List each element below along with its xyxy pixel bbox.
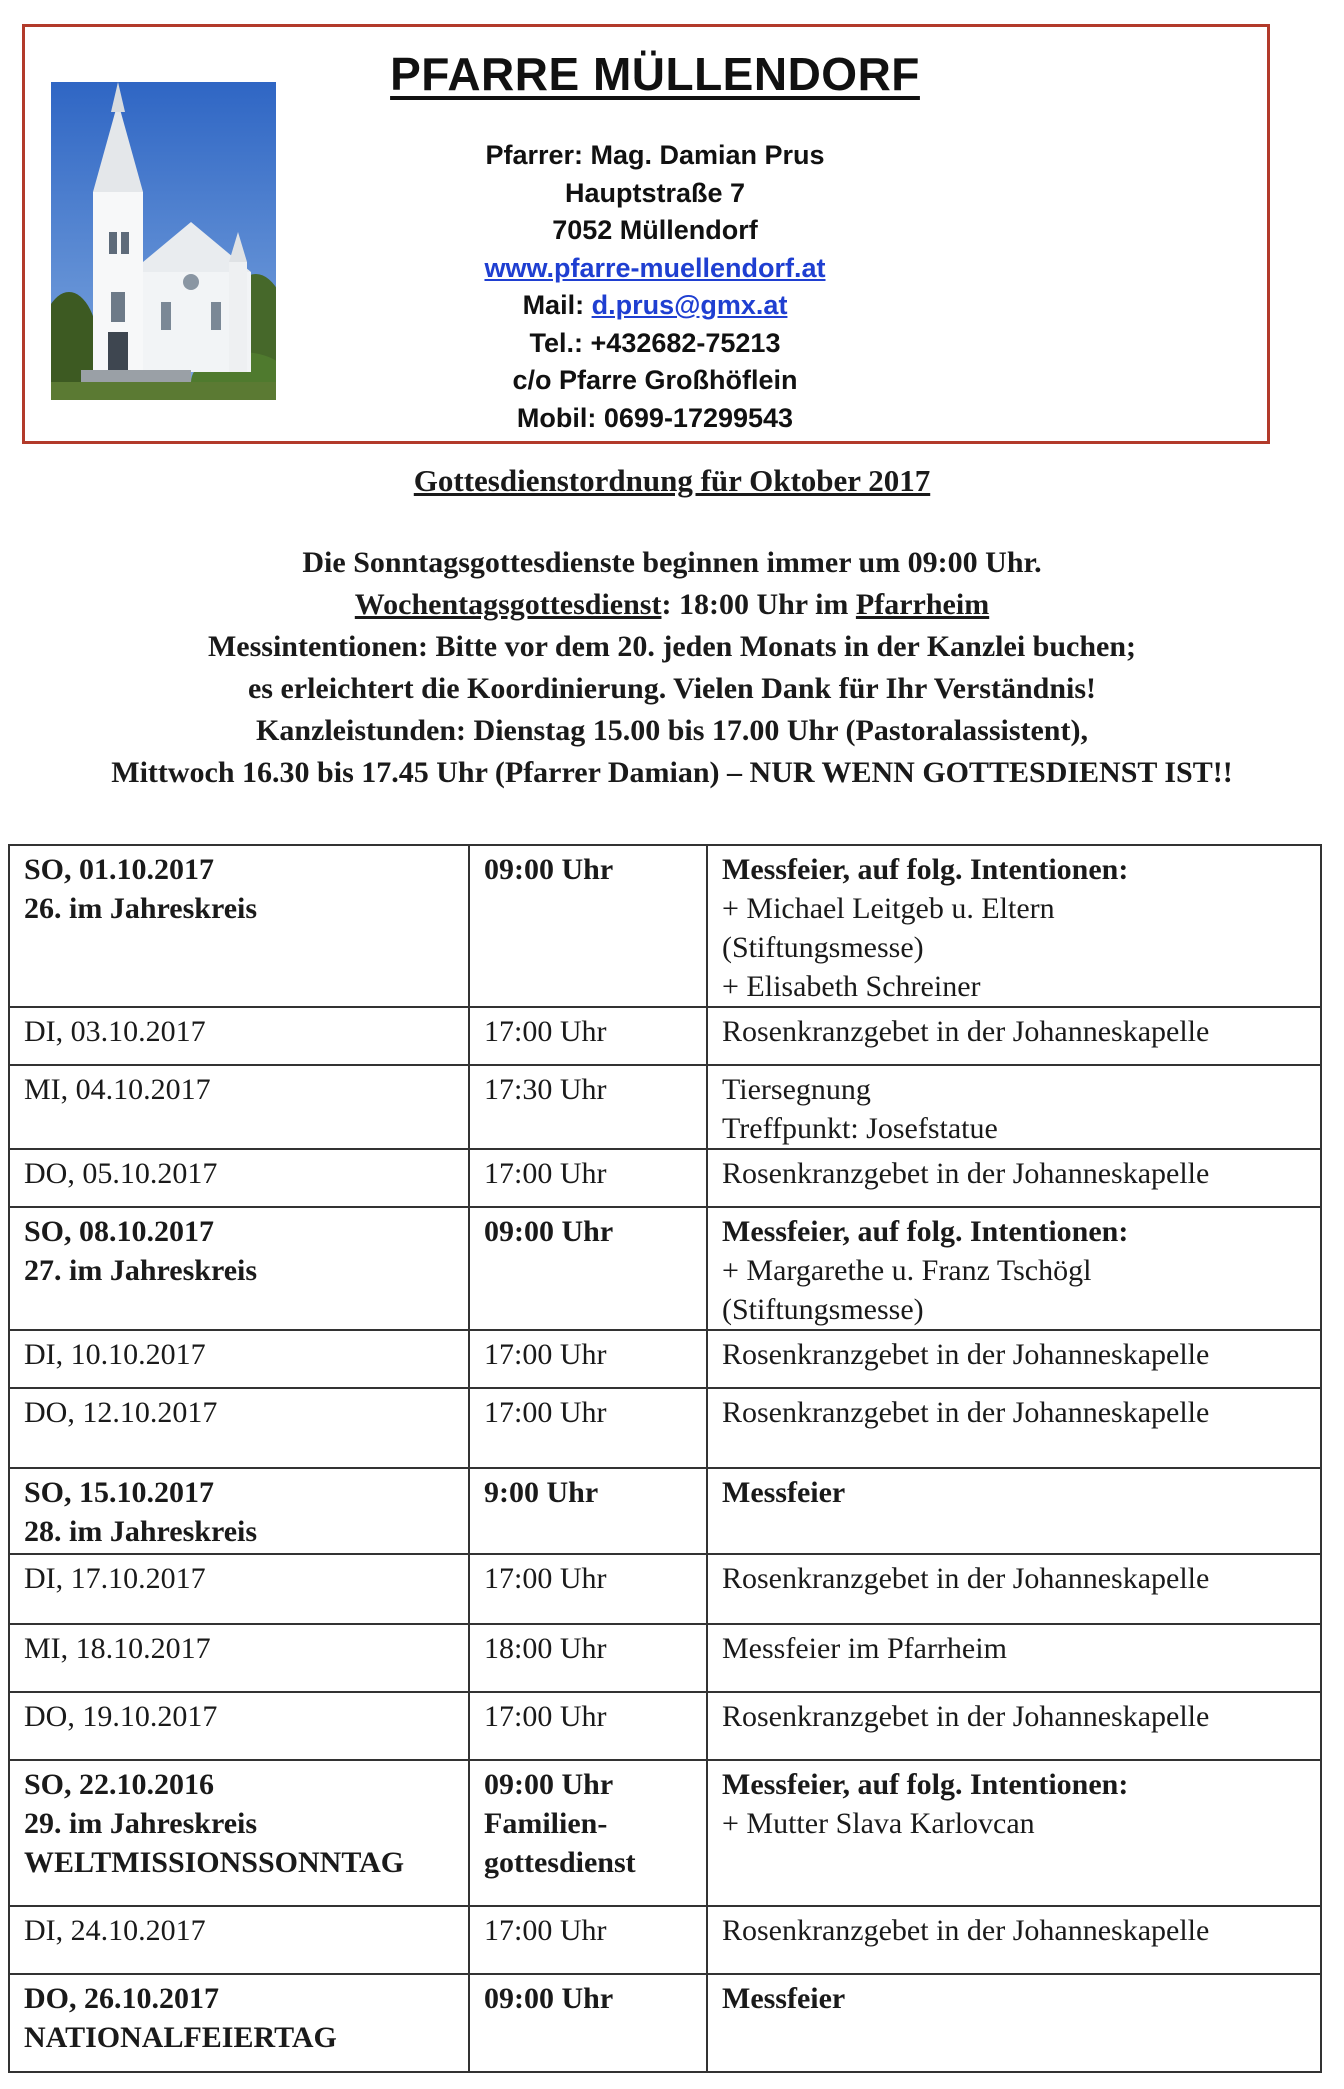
event-cell: Messfeier <box>707 1974 1321 2072</box>
time-cell: 17:00 Uhr <box>469 1330 707 1388</box>
parish-header-box <box>22 24 1270 444</box>
time-cell: 09:00 Uhr Familien- gottesdienst <box>469 1760 707 1906</box>
table-row <box>9 1330 1321 1388</box>
phone-number: Tel.: +432682-75213 <box>529 327 781 358</box>
time-cell: 17:00 Uhr <box>469 1007 707 1065</box>
date-cell: DO, 26.10.2017 NATIONALFEIERTAG <box>9 1974 469 2072</box>
office-hours-line-2: Mittwoch 16.30 bis 17.45 Uhr (Pfarrer Damian) – NUR WENN GOTTESDIENST IST!! <box>111 756 1233 789</box>
street-address: Hauptstraße 7 <box>564 177 746 208</box>
table-row <box>9 1388 1321 1468</box>
table-row <box>9 1760 1321 1906</box>
table-row <box>9 1692 1321 1760</box>
event-cell: Rosenkranzgebet in der Johanneskapelle <box>707 1007 1321 1065</box>
table-row <box>9 1065 1321 1149</box>
mail-link[interactable]: d.prus@gmx.at <box>591 290 788 320</box>
intentions-line-2: es erleichtert die Koordinierung. Vielen Dank für Ihr Verständnis! <box>247 672 1097 705</box>
mail-label: Mail: <box>522 290 592 320</box>
date-cell: MI, 04.10.2017 <box>9 1065 469 1149</box>
date-cell: SO, 22.10.2016 29. im Jahreskreis WELTMISSIONSSONNTAG <box>9 1760 469 1906</box>
weekday-mid: : 18:00 Uhr im <box>661 588 856 621</box>
table-row <box>9 1624 1321 1692</box>
date-cell: DI, 17.10.2017 <box>9 1554 469 1624</box>
website-link[interactable]: www.pfarre-muellendorf.at <box>484 252 826 283</box>
weekday-label: Wochentagsgottesdienst <box>354 588 662 621</box>
time-cell: 17:00 Uhr <box>469 1554 707 1624</box>
event-cell: Rosenkranzgebet in der Johanneskapelle <box>707 1554 1321 1624</box>
event-cell: Messfeier, auf folg. Intentionen: + Margarethe u. Franz Tschögl (Stiftungsmesse) <box>707 1207 1321 1330</box>
event-cell: Messfeier, auf folg. Intentionen: + Michael Leitgeb u. Eltern (Stiftungsmesse) + Elisabeth Schreiner <box>707 845 1321 1007</box>
event-cell: Rosenkranzgebet in der Johanneskapelle <box>707 1388 1321 1468</box>
table-row <box>9 1007 1321 1065</box>
sunday-note: Die Sonntagsgottesdienste beginnen immer um 09:00 Uhr. <box>302 546 1042 579</box>
schedule-table <box>8 844 1322 2073</box>
table-row <box>9 1974 1321 2072</box>
event-cell: Rosenkranzgebet in der Johanneskapelle <box>707 1906 1321 1974</box>
time-cell: 17:00 Uhr <box>469 1692 707 1760</box>
intentions-line-1: Messintentionen: Bitte vor dem 20. jeden Monats in der Kanzlei buchen; <box>207 630 1137 663</box>
event-cell: Rosenkranzgebet in der Johanneskapelle <box>707 1330 1321 1388</box>
event-cell: Rosenkranzgebet in der Johanneskapelle <box>707 1692 1321 1760</box>
mobile-number: Mobil: 0699-17299543 <box>516 402 794 433</box>
date-cell: DI, 24.10.2017 <box>9 1906 469 1974</box>
date-cell: DO, 19.10.2017 <box>9 1692 469 1760</box>
event-cell: Messfeier <box>707 1468 1321 1554</box>
date-cell: DO, 05.10.2017 <box>9 1149 469 1207</box>
parish-title: PFARRE MÜLLENDORF <box>390 48 920 100</box>
office-hours-line-1: Kanzleistunden: Dienstag 15.00 bis 17.00 Uhr (Pastoralassistent), <box>256 714 1088 747</box>
date-cell: SO, 15.10.2017 28. im Jahreskreis <box>9 1468 469 1554</box>
priest-name: Pfarrer: Mag. Damian Prus <box>485 140 825 170</box>
table-row <box>9 1554 1321 1624</box>
city-address: 7052 Müllendorf <box>552 215 758 245</box>
table-row <box>9 1906 1321 1974</box>
event-cell: Tiersegnung Treffpunkt: Josefstatue <box>707 1065 1321 1149</box>
time-cell: 09:00 Uhr <box>469 1207 707 1330</box>
time-cell: 18:00 Uhr <box>469 1624 707 1692</box>
time-cell: 17:00 Uhr <box>469 1149 707 1207</box>
table-row <box>9 1149 1321 1207</box>
time-cell: 17:00 Uhr <box>469 1388 707 1468</box>
time-cell: 17:30 Uhr <box>469 1065 707 1149</box>
weekday-place: Pfarrheim <box>855 588 990 621</box>
time-cell: 09:00 Uhr <box>469 845 707 1007</box>
time-cell: 09:00 Uhr <box>469 1974 707 2072</box>
date-cell: DO, 12.10.2017 <box>9 1388 469 1468</box>
date-cell: DI, 10.10.2017 <box>9 1330 469 1388</box>
time-cell: 17:00 Uhr <box>469 1906 707 1974</box>
intro-section <box>0 462 1344 794</box>
contact-block <box>285 137 1025 437</box>
date-cell: MI, 18.10.2017 <box>9 1624 469 1692</box>
date-cell: SO, 01.10.2017 26. im Jahreskreis <box>9 845 469 1007</box>
date-cell: DI, 03.10.2017 <box>9 1007 469 1065</box>
table-row <box>9 845 1321 1007</box>
weekday-note <box>0 584 1344 626</box>
time-cell: 9:00 Uhr <box>469 1468 707 1554</box>
date-cell: SO, 08.10.2017 27. im Jahreskreis <box>9 1207 469 1330</box>
church-photo <box>51 82 276 400</box>
event-cell: Messfeier im Pfarrheim <box>707 1624 1321 1692</box>
table-row <box>9 1468 1321 1554</box>
care-of: c/o Pfarre Großhöflein <box>512 365 798 395</box>
plan-title: Gottesdienstordnung für Oktober 2017 <box>413 463 931 498</box>
event-cell: Rosenkranzgebet in der Johanneskapelle <box>707 1149 1321 1207</box>
event-cell: Messfeier, auf folg. Intentionen: + Mutter Slava Karlovcan <box>707 1760 1321 1906</box>
table-row <box>9 1207 1321 1330</box>
